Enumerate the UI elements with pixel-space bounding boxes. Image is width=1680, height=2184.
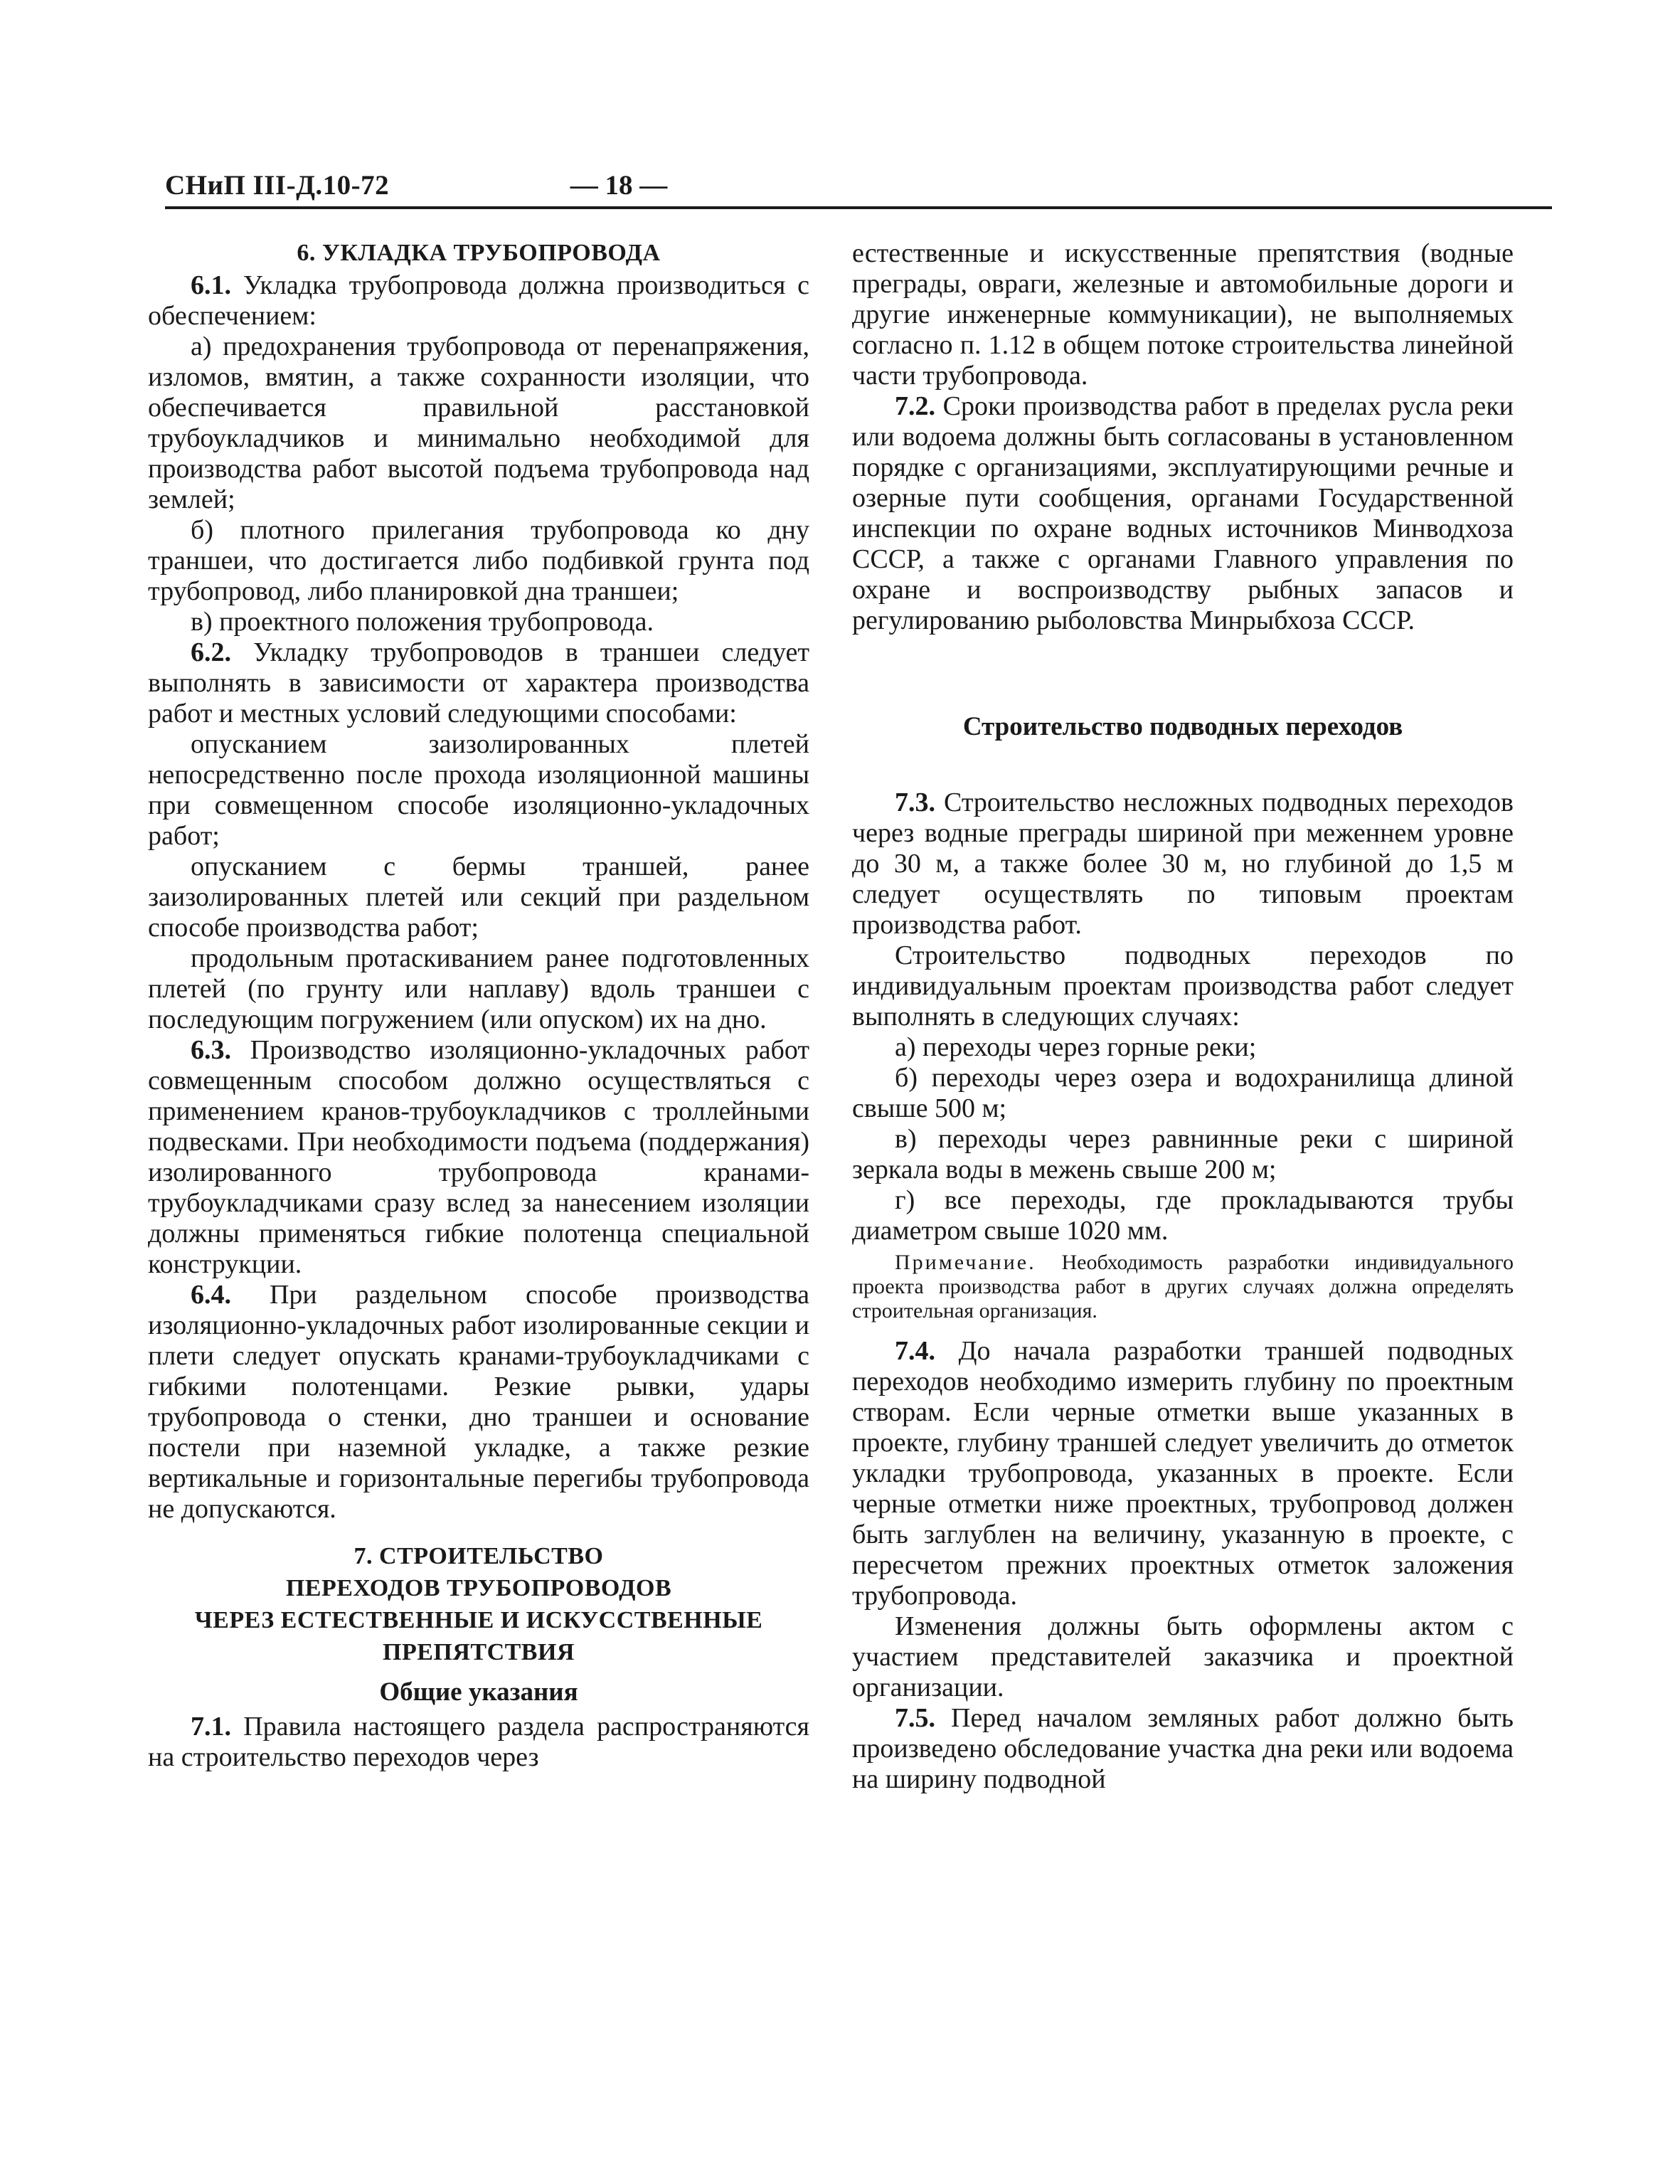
paragraph-text: Производство изоляционно-укладочных работ совмещенным способом должно осуществляться с применением кранов-трубоукладчиков с троллейными подвесками. При необходимости подъема (поддержания) изолированного трубопровода кранами-трубоукладчиками сразу вслед за нанесением изоляции должны применяться гибкие полотенца специальной конструкции. [148,1035,810,1279]
item-7-3-c: в) переходы через равнинные реки с шириной зеркала воды в межень свыше 200 м; [852,1124,1514,1184]
paragraph-7-3-cases: Строительство подводных переходов по индивидуальным проектам производства работ следует выполнять в следующих случаях: [852,940,1514,1032]
paragraph-number: 7.1. [191,1712,231,1742]
paragraph-text: Правила настоящего раздела распространяются на строительство переходов через [148,1712,810,1772]
paragraph-number: 7.4. [895,1336,935,1366]
item-6-1-a: а) предохранения трубопровода от перенапряжения, изломов, вмятин, а также сохранности изоляции, что обеспечивается правильной расстановкой трубоукладчиков и минимально необходимой для производства работ высотой подъема трубопровода над землей; [148,332,809,514]
underwater-crossings-heading: Строительство подводных переходов [962,712,1403,741]
paragraph-text: Укладка трубопровода должна производиться с обеспечением: [148,270,810,331]
note [852,1251,1514,1323]
section-7-title [148,1542,809,1667]
paragraph-number: 7.5. [895,1703,935,1733]
item-6-2-c: продольным протаскиванием ранее подготовленных плетей (по грунту или наплаву) вдоль траншеи с последующим погружением (или опуском) их на дно. [148,943,809,1034]
item-6-2-b: опусканием с бермы траншей, ранее заизолированных плетей или секций при раздельном способе производства работ; [148,852,809,943]
paragraph-text: Укладку трубопроводов в траншеи следует выполнять в зависимости от характера производства работ и местных условий следующими способами: [148,637,809,728]
section-7-title-line: ПЕРЕХОДОВ ТРУБОПРОВОДОВ [285,1575,672,1601]
item-7-3-b: б) переходы через озера и водохранилища длиной свыше 500 м; [852,1063,1514,1123]
left-column [148,238,809,1773]
page-number: — 18 — [570,170,668,201]
paragraph-number: 6.2. [191,637,231,667]
spacer [852,636,1514,701]
paragraph-6-4 [148,1280,809,1525]
paragraph-number: 6.1. [191,270,231,300]
section-7-title-line: 7. СТРОИТЕЛЬСТВО [353,1543,604,1569]
note-text: Необходимость разработки индивидуального проекта производства работ в других случаях должна определять строительная организация. [852,1251,1514,1322]
paragraph-7-2 [852,391,1514,636]
section-6-title: 6. УКЛАДКА ТРУБОПРОВОДА [297,240,661,266]
item-6-1-b: б) плотного прилегания трубопровода ко дну траншеи, что достигается либо подбивкой грунта под трубопровод, либо планировкой дна траншеи; [148,515,809,606]
paragraph-text: Сроки производства работ в пределах русла реки или водоема должны быть согласованы в установленном порядке с организациями, эксплуатирующими речные и озерные пути сообщения, органами Государственной инспекции по охране водных источников Минводхоза СССР, а также с органами Главного управления по охране и воспроизводству рыбных запасов и регулированию рыболовства Минрыбхоза СССР. [852,391,1514,635]
item-7-3-d: г) все переходы, где прокладываются трубы диаметром свыше 1020 мм. [852,1185,1514,1246]
section-7-title-line: ПРЕПЯТСТВИЯ [383,1639,575,1665]
paragraph-7-5 [852,1703,1514,1795]
paragraph-number: 6.4. [191,1280,231,1310]
item-6-2-a: опусканием заизолированных плетей непосредственно после прохода изоляционной машины при совмещенном способе изоляционно-укладочных работ; [148,729,809,851]
document-code: СНиП III-Д.10-72 [165,170,390,201]
paragraph-6-2 [148,637,809,729]
paragraph-text: Перед началом земляных работ должно быть произведено обследование участка дна реки или водоема на ширину подводной [852,1703,1514,1794]
spacer [852,746,1514,788]
page-header [165,169,1552,202]
paragraph-number: 7.3. [895,788,935,817]
paragraph-7-1 [148,1712,809,1773]
paragraph-7-4-changes: Изменения должны быть оформлены актом с участием представителей заказчика и проектной организации. [852,1611,1514,1702]
paragraph-text: До начала разработки траншей подводных переходов необходимо измерить глубину по проектным створам. Если черные отметки выше указанных в проекте, глубину траншей следует увеличить до отметок укладки трубопровода, указанных в проекте. Если черные отметки ниже проектных, трубопровод должен быть заглублен на величину, указанную в проекте, с пересчетом прежних проектных отметок заложения трубопровода. [852,1336,1514,1611]
paragraph-number: 7.2. [895,391,935,421]
note-label: Примечание. [895,1251,1036,1274]
paragraph-7-1-continued: естественные и искусственные препятствия (водные преграды, овраги, железные и автомобильные дороги и другие инженерные коммуникации), не выполняемых согласно п. 1.12 в общем потоке строительства линейной части трубопровода. [852,238,1514,391]
paragraph-6-3 [148,1035,809,1280]
paragraph-text: Строительство несложных подводных переходов через водные преграды шириной при меженнем уровне до 30 м, а также более 30 м, но глубиной до 1,5 м следует осуществлять по типовым проектам производства работ. [852,788,1514,940]
paragraph-7-4 [852,1336,1514,1611]
right-column [852,238,1514,1795]
item-7-3-a: а) переходы через горные реки; [895,1032,1257,1062]
paragraph-6-1 [148,270,809,332]
paragraph-text: При раздельном способе производства изоляционно-укладочных работ изолированные секции и плети следует опускать кранами-трубоукладчиками с гибкими полотенцами. Резкие рывки, удары трубопровода о стенки, дно траншеи и основание постели при наземной укладке, а также резкие вертикальные и горизонтальные перегибы трубопровода не допускаются. [148,1280,809,1524]
header-rule [165,206,1552,209]
paragraph-number: 6.3. [191,1035,231,1065]
general-instructions-heading: Общие указания [379,1677,578,1707]
item-6-1-c: в) проектного положения трубопровода. [191,607,654,637]
paragraph-7-3 [852,788,1514,940]
section-7-title-line: ЧЕРЕЗ ЕСТЕСТВЕННЫЕ И ИСКУССТВЕННЫЕ [194,1607,763,1633]
